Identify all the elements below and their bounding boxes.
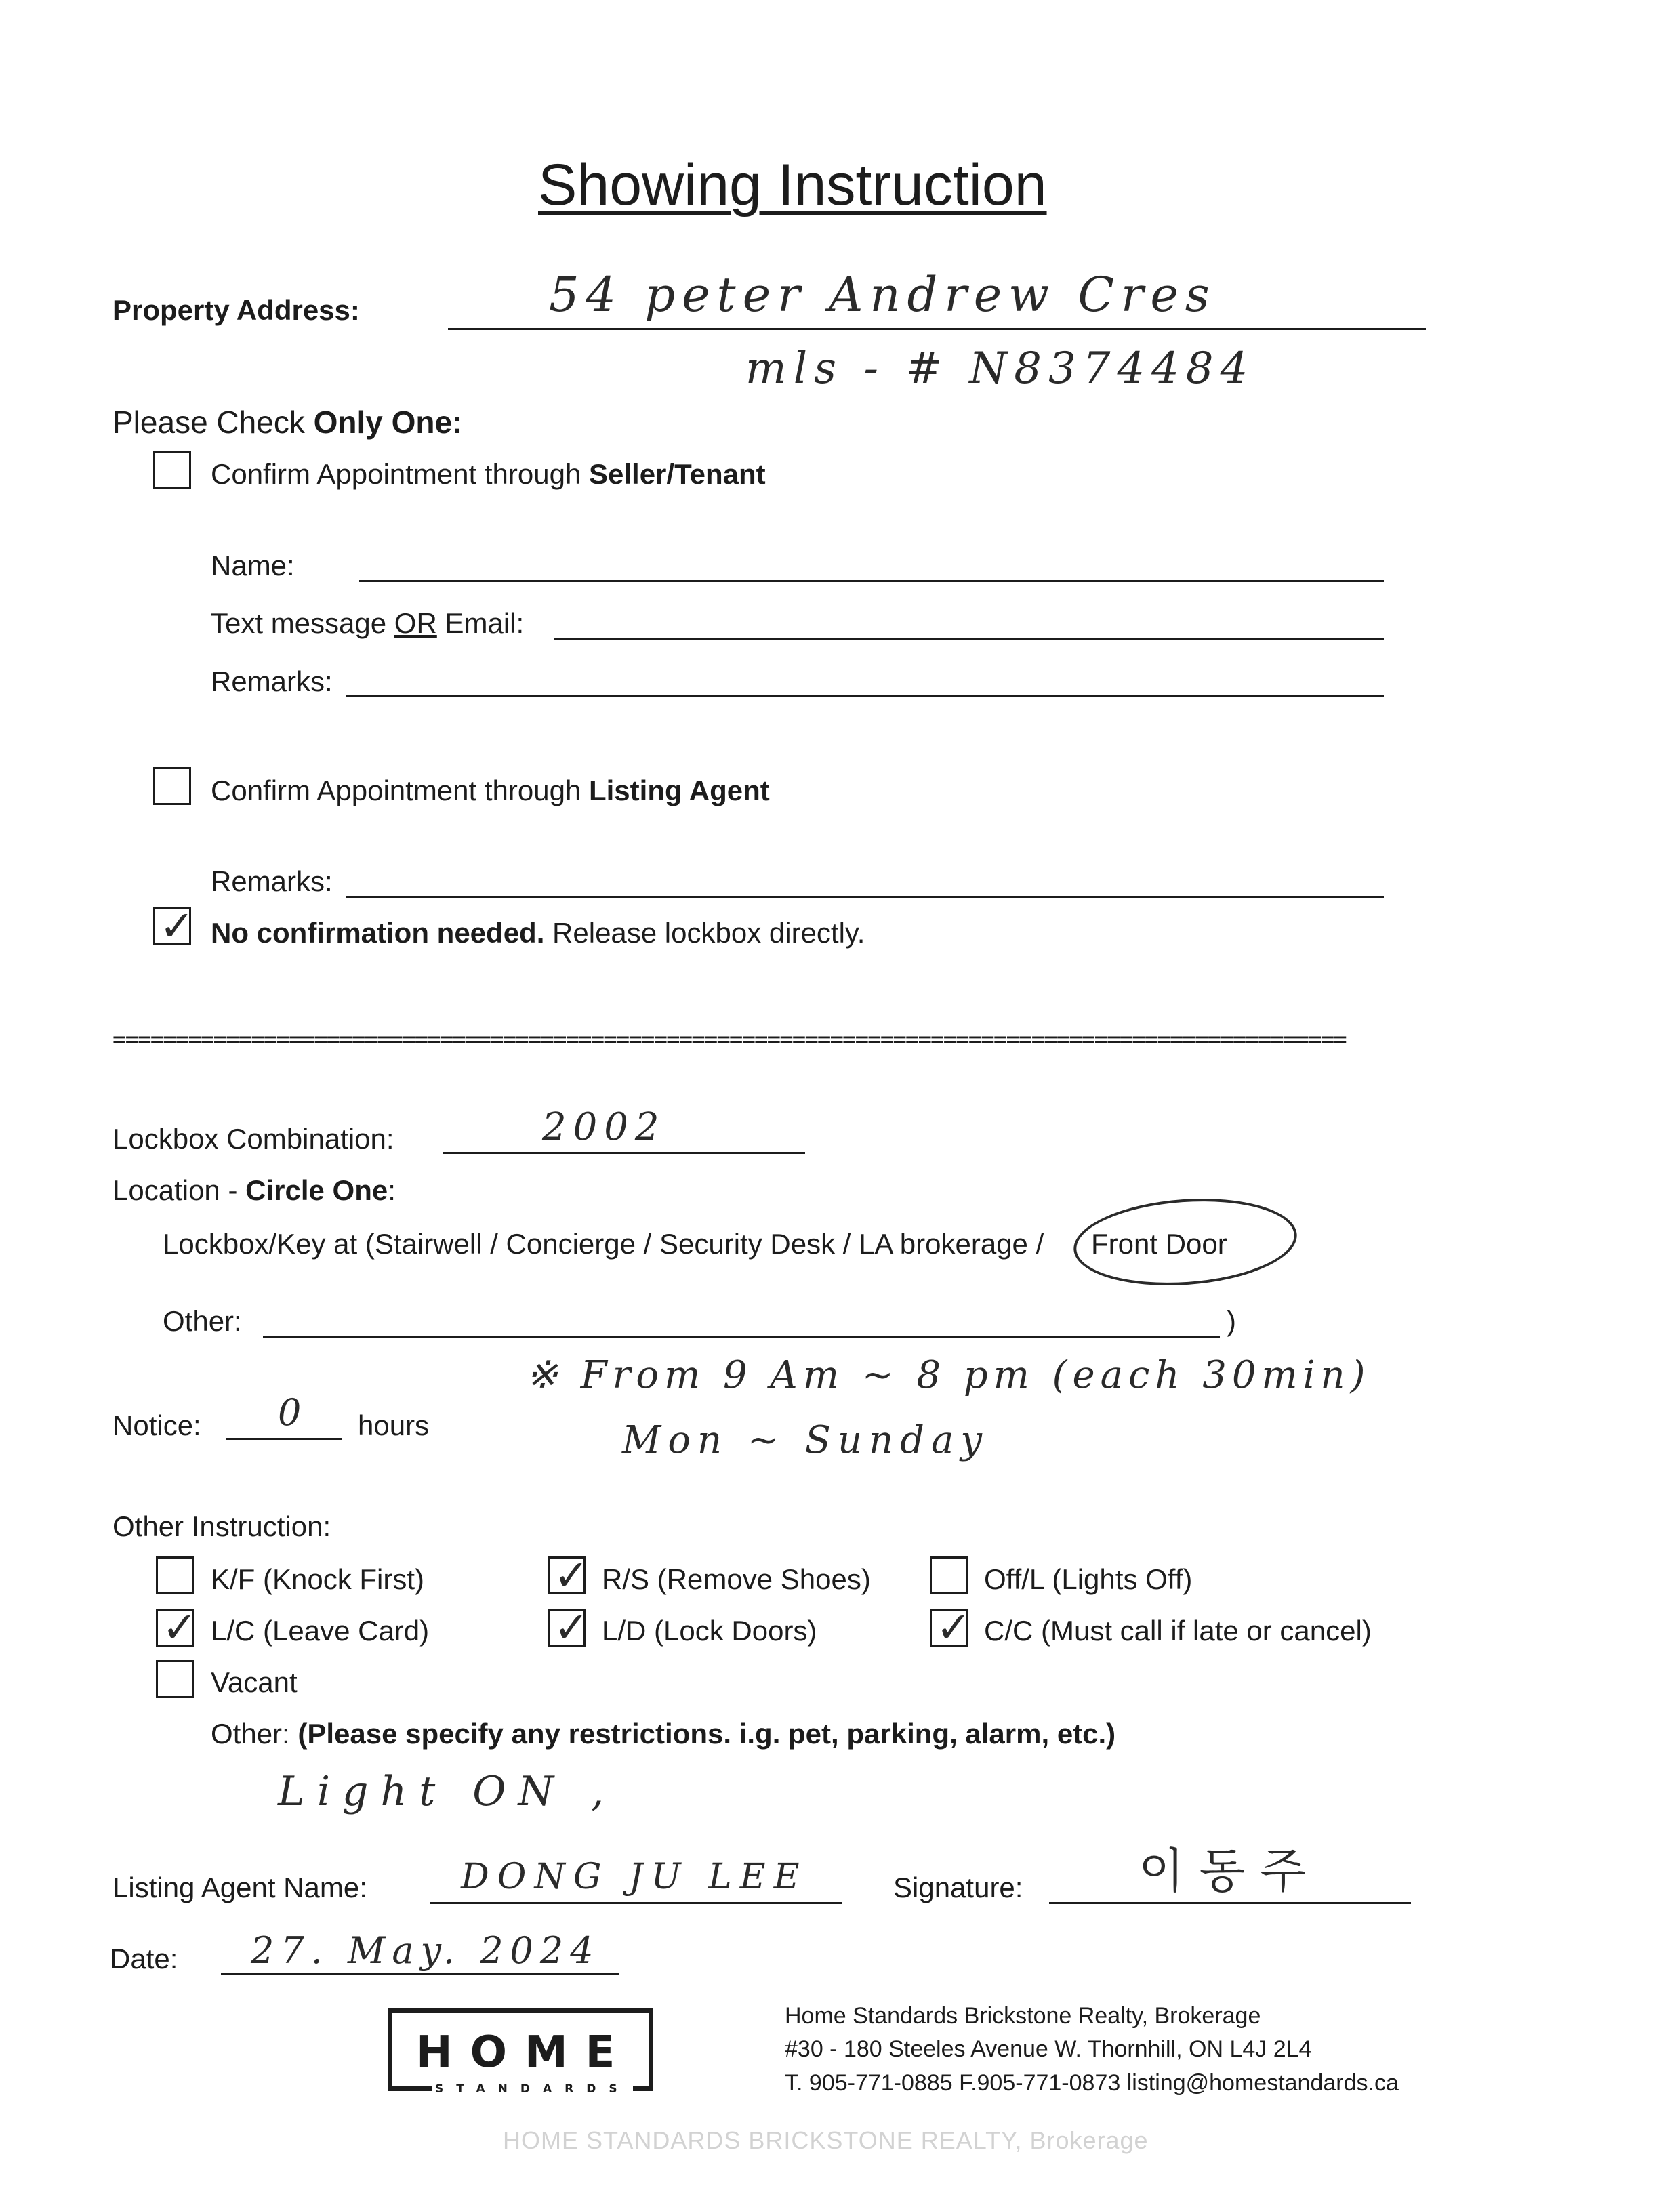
brokerage-info — [785, 2000, 1399, 2100]
listing-agent-name-label: Listing Agent Name: — [112, 1872, 367, 1903]
property-address-line — [448, 328, 1426, 330]
listing-agent-option — [211, 777, 770, 805]
leave-card-checkbox[interactable] — [156, 1609, 194, 1647]
seller-remarks-label: Remarks: — [211, 665, 333, 697]
brokerage-name: Home Standards Brickstone Realty, Brokerage — [785, 2003, 1261, 2029]
date-label: Date: — [110, 1943, 178, 1975]
front-door-choice[interactable]: Front Door — [1091, 1228, 1227, 1260]
listing-remarks-label: Remarks: — [211, 865, 333, 897]
contact-field[interactable] — [554, 638, 1384, 640]
notice-note-line1: ※ From 9 Am ~ 8 pm (each 30min) — [526, 1353, 1371, 1397]
location-label — [112, 1176, 396, 1205]
seller-tenant-prefix: Confirm Appointment through — [211, 458, 589, 490]
listing-agent-prefix: Confirm Appointment through — [211, 775, 589, 806]
brokerage-contact: T. 905-771-0885 F.905-771-0873 listing@homestandards.ca — [785, 2069, 1399, 2096]
signature-label: Signature: — [893, 1872, 1023, 1903]
vacant-label: Vacant — [211, 1666, 298, 1698]
watermark: HOME STANDARDS BRICKSTONE REALTY, Brokerage — [503, 2126, 1149, 2154]
contact-prefix: Text message — [211, 607, 394, 639]
must-call-checkbox[interactable] — [930, 1609, 968, 1647]
location-prefix: Location - — [112, 1174, 246, 1206]
leave-card-label: L/C (Leave Card) — [211, 1615, 430, 1647]
listing-agent-checkbox[interactable] — [153, 767, 191, 805]
location-other-close: ) — [1227, 1305, 1236, 1337]
contact-or: OR — [394, 607, 437, 639]
lights-off-label: Off/L (Lights Off) — [984, 1563, 1193, 1595]
listing-agent-emphasis: Listing Agent — [588, 775, 770, 806]
restrictions-row — [211, 1720, 1115, 1748]
listing-agent-name-value[interactable]: DONG JU LEE — [461, 1857, 808, 1897]
signature-value[interactable]: 이동주 — [1139, 1843, 1321, 1899]
seller-remarks-field[interactable] — [346, 695, 1384, 697]
no-confirmation-option — [211, 919, 865, 947]
lock-doors-checkbox[interactable] — [548, 1609, 586, 1647]
logo-word: HOME — [416, 2027, 633, 2078]
check-one-prefix: Please Check — [112, 405, 314, 440]
other-instruction-label: Other Instruction: — [112, 1510, 331, 1542]
notice-label: Notice: — [112, 1409, 201, 1441]
logo-sub-wrap — [432, 2082, 633, 2096]
vacant-checkbox[interactable] — [156, 1660, 194, 1698]
remove-shoes-label: R/S (Remove Shoes) — [602, 1563, 871, 1595]
date-line — [221, 1973, 619, 1975]
seller-tenant-checkbox[interactable] — [153, 451, 191, 489]
knock-first-label: K/F (Knock First) — [211, 1563, 425, 1595]
check-one-emphasis: Only One: — [313, 405, 463, 440]
lockbox-combination-label: Lockbox Combination: — [112, 1123, 394, 1155]
property-address-value[interactable]: 54 peter Andrew Cres — [549, 267, 1216, 323]
restrictions-label: Other: — [211, 1718, 290, 1750]
contact-label — [211, 609, 524, 638]
brokerage-address: #30 - 180 Steeles Avenue W. Thornhill, ON L4J 2L4 — [785, 2036, 1312, 2063]
remove-shoes-checkbox[interactable] — [548, 1556, 586, 1594]
separator-line: ================================================================================================== — [112, 1026, 1346, 1053]
location-other-field[interactable] — [263, 1336, 1220, 1338]
logo-sub: STANDARDS — [435, 2082, 630, 2096]
check-one-instruction — [112, 407, 462, 438]
notice-value[interactable]: 0 — [278, 1391, 308, 1434]
location-choices: Lockbox/Key at (Stairwell / Concierge / Security Desk / LA brokerage / — [163, 1228, 1044, 1260]
date-value[interactable]: 27. May. 2024 — [251, 1929, 600, 1972]
seller-tenant-emphasis: Seller/Tenant — [588, 458, 766, 490]
location-other-label: Other: — [163, 1305, 242, 1337]
signature-line — [1049, 1902, 1411, 1904]
no-confirmation-text: Release lockbox directly. — [544, 917, 865, 949]
location-suffix: : — [388, 1174, 396, 1206]
restrictions-value[interactable]: Light ON , — [278, 1768, 617, 1815]
restrictions-hint: (Please specify any restrictions. i.g. pet, parking, alarm, etc.) — [298, 1718, 1116, 1750]
notice-note-line2: Mon ~ Sunday — [622, 1418, 989, 1462]
property-address-label: Property Address: — [112, 294, 360, 326]
no-confirmation-emphasis: No confirmation needed. — [211, 917, 545, 949]
listing-agent-name-line — [430, 1902, 842, 1904]
page-title: Showing Instruction — [538, 152, 1047, 218]
seller-tenant-option — [211, 460, 766, 489]
location-emphasis: Circle One — [245, 1174, 388, 1206]
name-label: Name: — [211, 550, 295, 581]
lockbox-combination-line — [443, 1152, 805, 1154]
knock-first-checkbox[interactable] — [156, 1556, 194, 1594]
lockbox-combination-value[interactable]: 2002 — [542, 1105, 666, 1149]
notice-line — [226, 1438, 342, 1440]
contact-suffix: Email: — [436, 607, 525, 639]
lock-doors-label: L/D (Lock Doors) — [602, 1615, 817, 1647]
notice-unit: hours — [358, 1409, 430, 1441]
listing-remarks-field[interactable] — [346, 896, 1384, 898]
mls-number: mls - # N8374484 — [745, 344, 1255, 394]
must-call-label: C/C (Must call if late or cancel) — [984, 1615, 1372, 1647]
lights-off-checkbox[interactable] — [930, 1556, 968, 1594]
no-confirmation-checkbox[interactable] — [153, 907, 191, 945]
name-field[interactable] — [359, 580, 1384, 582]
